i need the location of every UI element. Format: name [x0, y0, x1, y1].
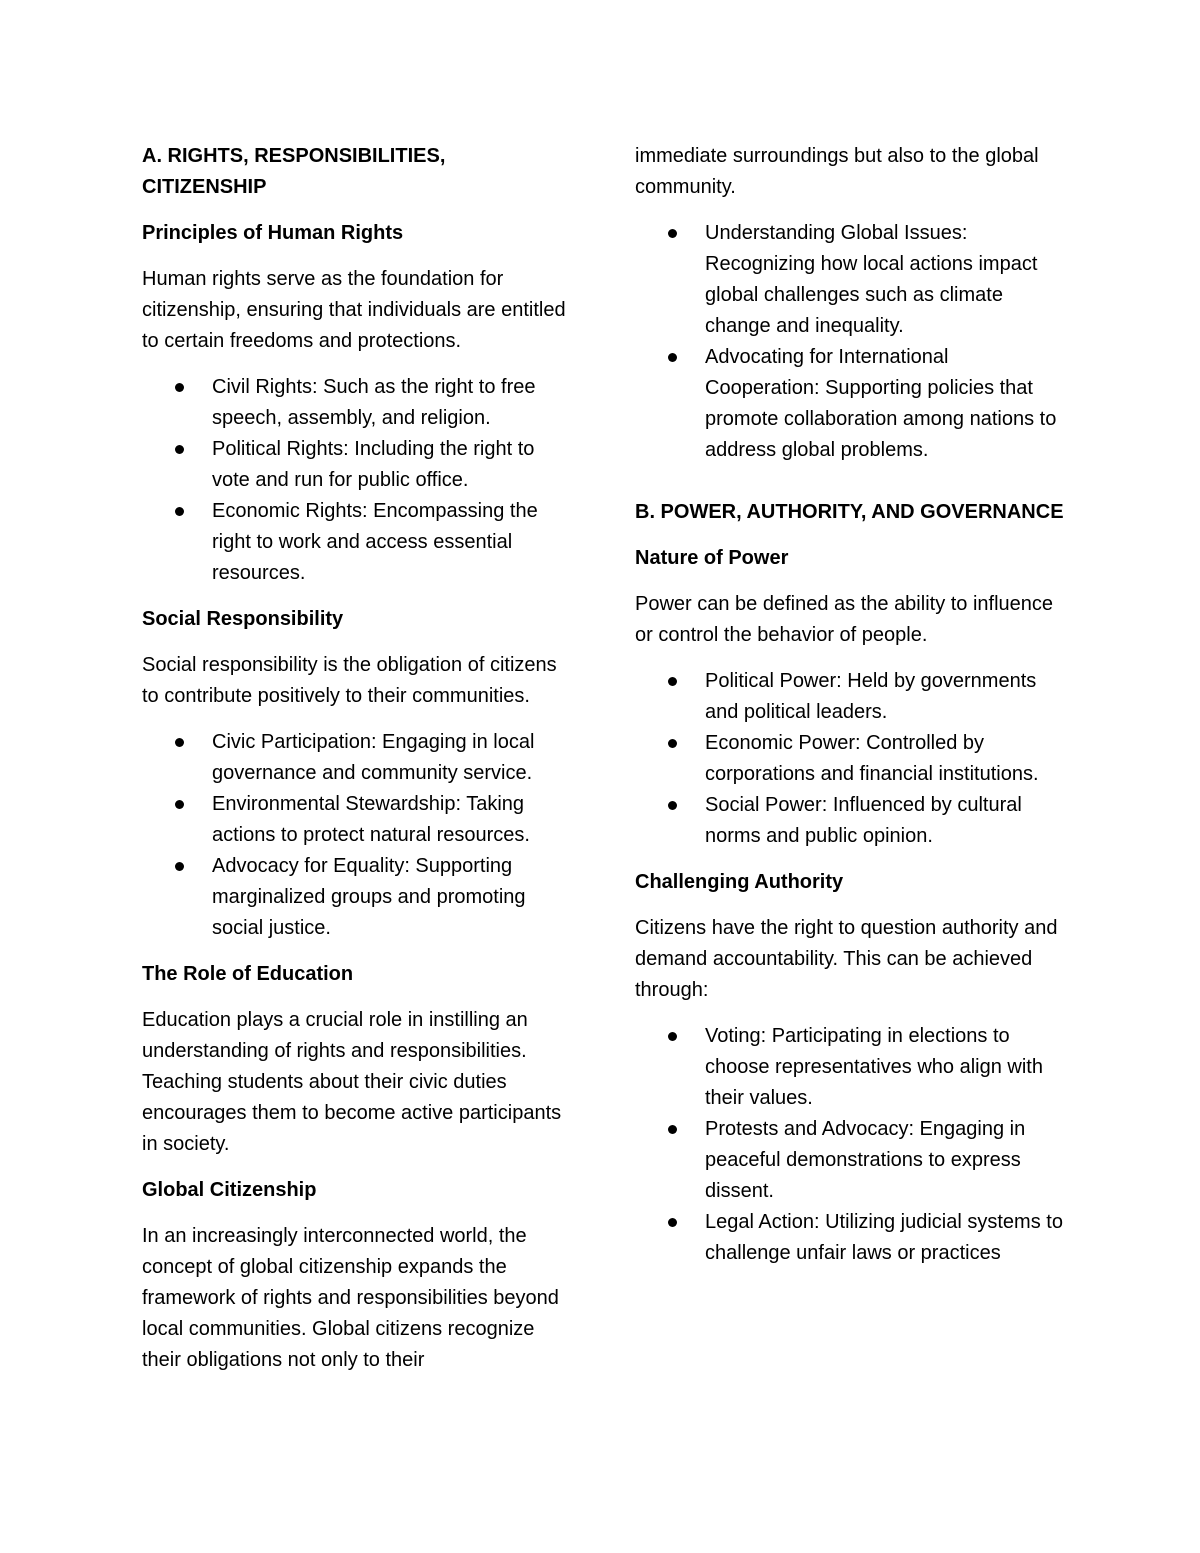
list-item: [635, 218, 1065, 342]
social-responsibility-paragraph: Social responsibility is the obligation of citizens to contribute positively to their communities.: [142, 654, 557, 707]
list-item-text: Advocacy for Equality: Supporting marginalized groups and promoting social justice.: [212, 855, 526, 939]
list-item-text: Environmental Stewardship: Taking actions to protect natural resources.: [212, 793, 530, 846]
global-citizenship-paragraph-start: In an increasingly interconnected world, the concept of global citizenship expands the framework of rights and responsibilities beyond local communities. Global citizens recognize their obligations not only to their: [142, 1225, 559, 1371]
social-responsibility-list: [142, 727, 574, 944]
list-item-text: Understanding Global Issues: Recognizing how local actions impact global challenges such as climate change and inequality.: [705, 222, 1038, 337]
list-item-text: Social Power: Influenced by cultural norms and public opinion.: [705, 794, 1022, 847]
list-item-text: Economic Power: Controlled by corporations and financial institutions.: [705, 732, 1039, 785]
list-item-text: Advocating for International Cooperation: Supporting policies that promote collaboration among nations to address global problems.: [705, 346, 1057, 461]
bullet-icon: [175, 738, 184, 747]
bullet-icon: [175, 507, 184, 516]
human-rights-paragraph: Human rights serve as the foundation for citizenship, ensuring that individuals are entitled to certain freedoms and protections.: [142, 268, 566, 352]
list-item-text: Economic Rights: Encompassing the right to work and access essential resources.: [212, 500, 538, 584]
human-rights-list: [142, 372, 574, 589]
list-item: [635, 1021, 1065, 1114]
bullet-icon: [175, 862, 184, 871]
bullet-icon: [175, 383, 184, 392]
list-item: [142, 496, 574, 589]
education-paragraph: Education plays a crucial role in instilling an understanding of rights and responsibilities. Teaching students about their civic duties encourages them to become active participants in society.: [142, 1009, 562, 1155]
list-item-text: Political Power: Held by governments and political leaders.: [705, 670, 1037, 723]
nature-of-power-heading: Nature of Power: [635, 547, 789, 569]
list-item-text: Legal Action: Utilizing judicial systems to challenge unfair laws or practices: [705, 1211, 1063, 1264]
social-responsibility-heading: Social Responsibility: [142, 608, 344, 630]
human-rights-heading: Principles of Human Rights: [142, 222, 404, 244]
section-a-title: A. RIGHTS, RESPONSIBILITIES, CITIZENSHIP: [142, 145, 446, 198]
bullet-icon: [668, 1218, 677, 1227]
bullet-icon: [668, 1032, 677, 1041]
list-item-text: Civic Participation: Engaging in local governance and community service.: [212, 731, 535, 784]
list-item: [142, 434, 574, 496]
education-heading: The Role of Education: [142, 963, 354, 985]
list-item-text: Voting: Participating in elections to choose representatives who align with their values.: [705, 1025, 1043, 1109]
bullet-icon: [668, 801, 677, 810]
bullet-icon: [668, 1125, 677, 1134]
spacer: [635, 481, 1065, 497]
list-item: [142, 727, 574, 789]
list-item-text: Civil Rights: Such as the right to free speech, assembly, and religion.: [212, 376, 536, 429]
list-item: [635, 1114, 1065, 1207]
challenging-authority-paragraph: Citizens have the right to question authority and demand accountability. This can be achieved through:: [635, 917, 1058, 1001]
global-citizenship-paragraph-end: immediate surroundings but also to the global community.: [635, 145, 1039, 198]
global-citizenship-list: [635, 218, 1065, 466]
left-column: [142, 141, 574, 1391]
bullet-icon: [668, 353, 677, 362]
challenging-authority-list: [635, 1021, 1065, 1269]
list-item: [635, 728, 1065, 790]
bullet-icon: [668, 739, 677, 748]
nature-of-power-paragraph: Power can be defined as the ability to influence or control the behavior of people.: [635, 593, 1054, 646]
bullet-icon: [175, 800, 184, 809]
global-citizenship-heading: Global Citizenship: [142, 1179, 317, 1201]
list-item: [635, 790, 1065, 852]
nature-of-power-list: [635, 666, 1065, 852]
section-b-title: B. POWER, AUTHORITY, AND GOVERNANCE: [635, 501, 1064, 523]
right-column: [635, 141, 1065, 1284]
bullet-icon: [175, 445, 184, 454]
list-item: [635, 342, 1065, 466]
bullet-icon: [668, 677, 677, 686]
challenging-authority-heading: Challenging Authority: [635, 871, 844, 893]
list-item: [142, 789, 574, 851]
bullet-icon: [668, 229, 677, 238]
list-item: [635, 666, 1065, 728]
list-item: [142, 372, 574, 434]
list-item: [635, 1207, 1065, 1269]
list-item: [142, 851, 574, 944]
list-item-text: Political Rights: Including the right to vote and run for public office.: [212, 438, 535, 491]
list-item-text: Protests and Advocacy: Engaging in peaceful demonstrations to express dissent.: [705, 1118, 1026, 1202]
